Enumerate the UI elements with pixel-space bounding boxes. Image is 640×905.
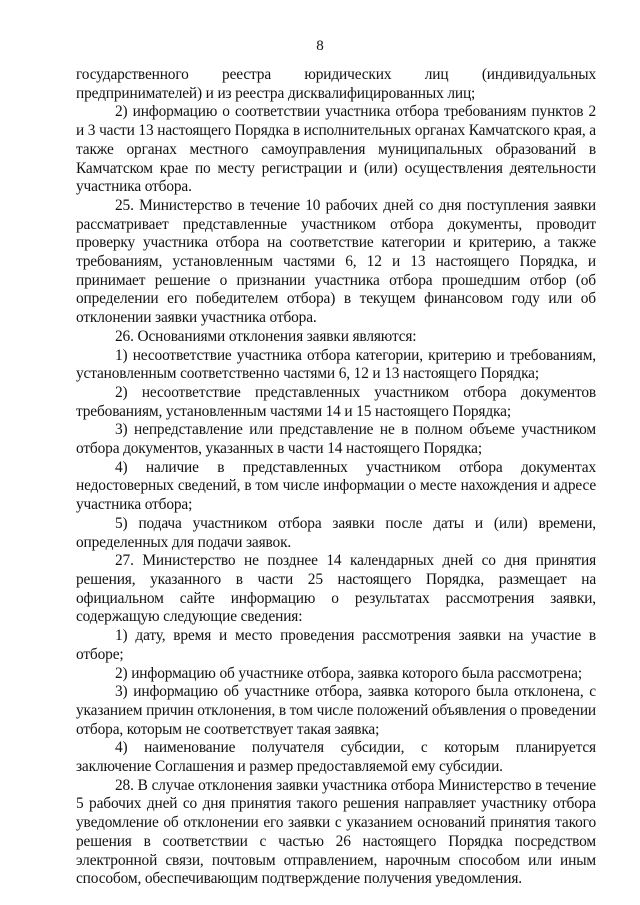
- paragraph-clause-26-item-2: 2) несоответствие представленных участником отбора документов требованиям, установленным частями 14 и 15 настоящего Порядка;: [76, 383, 596, 420]
- paragraph-clause-26-item-1: 1) несоответствие участника отбора категории, критерию и требованиям, установленным соответственно частями 6, 12 и 13 настоящего Порядка;: [76, 346, 596, 383]
- paragraph-clause-25: 25. Министерство в течение 10 рабочих дней со дня поступления заявки рассматривает представленные участником отбора документы, проводит проверку участника отбора на соответствие категории и критерию, а также требованиям, установленным частями 6, 12 и 13 настоящего Порядка, и принимает решение о признании участника отбора прошедшим отбор (об определении его победителем отбора) в текущем финансовом году или об отклонении заявки участника отбора.: [76, 196, 596, 327]
- paragraph-clause-26: 26. Основаниями отклонения заявки являются:: [115, 327, 417, 345]
- paragraph-clause-27: 27. Министерство не позднее 14 календарных дней со дня принятия решения, указанного в части 25 настоящего Порядка, размещает на официальном сайте информацию о результатах рассмотрения заявки, содержащую следующие сведения:: [76, 552, 596, 626]
- paragraph-clause-27-item-3: 3) информацию об участнике отбора, заявка которого была отклонена, с указанием причин отклонения, в том числе положений объявления о проведении отбора, которым не соответствует такая заявка;: [76, 683, 596, 738]
- paragraph-clause-27-item-4: 4) наименование получателя субсидии, с которым планируется заключение Соглашения и размер предоставляемой ему субсидии.: [76, 739, 596, 776]
- paragraph-clause-26-item-4: 4) наличие в представленных участником отбора документах недостоверных сведений, в том числе информации о месте нахождения и адресе участника отбора;: [76, 458, 596, 514]
- paragraph-clause-26-item-3: 3) непредставление или представление не в полном объеме участником отбора документов, указанных в части 14 настоящего Порядка;: [76, 421, 596, 458]
- paragraph-clause-27-item-2: 2) информацию об участнике отбора, заявка которого была рассмотрена;: [115, 664, 582, 682]
- paragraph-registry-continuation: государственного реестра юридических лиц (индивидуальных предпринимателей) и из реестра дисквалифицированных лиц;: [76, 66, 596, 102]
- paragraph-clause-26-item-5: 5) подача участником отбора заявки после даты и (или) времени, определенных для подачи заявок.: [76, 514, 596, 551]
- paragraph-clause-28: 28. В случае отклонения заявки участника отбора Министерство в течение 5 рабочих дней со дня принятия такого решения направляет участнику отбора уведомление об отклонении его заявки с указанием оснований принятия такого решения в соответствии с частью 26 настоящего Порядка посредством электронной связи, почтовым отправлением, нарочным способом или иным способом, обеспечивающим подтверждение получения уведомления.: [76, 776, 596, 888]
- document-body: [76, 66, 596, 889]
- paragraph-clause-27-item-1: 1) дату, время и место проведения рассмотрения заявки на участие в отборе;: [76, 627, 596, 663]
- page-number: 8: [316, 38, 324, 54]
- paragraph-item-2-compliance-info: 2) информацию о соответствии участника отбора требованиям пунктов 2 и 3 части 13 настоящего Порядка в исполнительных органах Камчатского края, а также органах местного самоуправления муниципальных образований в Камчатском крае по месту регистрации и (или) осуществления деятельности участника отбора.: [76, 103, 596, 196]
